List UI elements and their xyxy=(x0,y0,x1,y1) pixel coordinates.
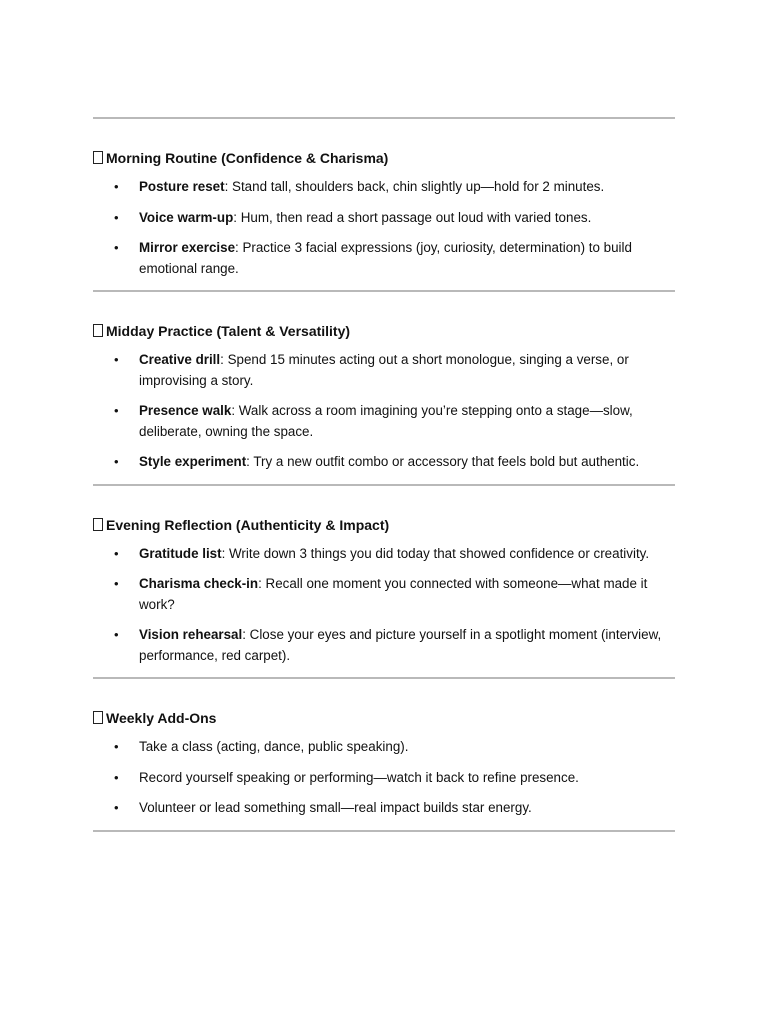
list-item xyxy=(93,452,675,473)
list-item xyxy=(93,350,675,391)
document-page xyxy=(93,117,675,832)
divider xyxy=(93,830,675,832)
item-text: : Try a new outfit combo or accessory that feels bold but authentic. xyxy=(246,454,640,469)
bullet-icon: • xyxy=(114,454,119,469)
item-text: Take a class (acting, dance, public speaking). xyxy=(139,739,409,754)
bullet-icon: • xyxy=(114,627,119,642)
item-term: Mirror exercise xyxy=(139,240,236,255)
bullet-list xyxy=(93,350,675,473)
list-item xyxy=(93,238,675,279)
list-item xyxy=(93,208,675,229)
bullet-list xyxy=(93,544,675,667)
bullet-icon: • xyxy=(114,800,119,815)
missing-glyph-icon xyxy=(93,711,103,724)
item-text: : Recall one moment you connected with someone—what made it work? xyxy=(139,576,648,612)
section-weekly-add-ons xyxy=(93,679,675,830)
list-item xyxy=(93,401,675,442)
item-term: Posture reset xyxy=(139,179,225,194)
list-item xyxy=(93,544,675,565)
item-text: : Write down 3 things you did today that showed confidence or creativity. xyxy=(221,545,650,561)
item-term: Presence walk xyxy=(139,403,232,418)
list-item xyxy=(93,625,675,666)
item-text: Volunteer or lead something small—real impact builds star energy. xyxy=(139,800,532,815)
bullet-icon: • xyxy=(114,352,119,367)
item-term: Vision rehearsal xyxy=(139,627,243,642)
item-term: Charisma check-in xyxy=(139,576,259,591)
list-item xyxy=(93,737,675,758)
section-title: Weekly Add-Ons xyxy=(106,710,217,726)
item-text: : Walk across a room imagining you’re stepping onto a stage—slow, deliberate, owning the space. xyxy=(139,403,633,439)
item-text: : Spend 15 minutes acting out a short monologue, singing a verse, or improvising a story. xyxy=(139,352,629,388)
bullet-icon: • xyxy=(114,403,119,418)
bullet-icon: • xyxy=(114,545,119,561)
item-text: : Hum, then read a short passage out loud with varied tones. xyxy=(233,209,592,225)
item-text: : Practice 3 facial expressions (joy, curiosity, determination) to build emotional range. xyxy=(139,240,632,276)
item-term: Style experiment xyxy=(139,454,247,469)
bullet-icon: • xyxy=(114,576,119,591)
section-heading xyxy=(93,516,675,534)
section-title: Evening Reflection (Authenticity & Impact) xyxy=(106,516,390,533)
list-item xyxy=(93,798,675,819)
missing-glyph-icon xyxy=(93,518,103,531)
section-midday-practice xyxy=(93,292,675,484)
bullet-list xyxy=(93,177,675,279)
section-title: Midday Practice (Talent & Versatility) xyxy=(106,323,351,339)
bullet-list xyxy=(93,737,675,819)
bullet-icon: • xyxy=(114,209,119,225)
bullet-icon: • xyxy=(114,179,119,194)
list-item xyxy=(93,574,675,615)
item-text: Record yourself speaking or performing—watch it back to refine presence. xyxy=(139,769,579,785)
bullet-icon: • xyxy=(114,739,119,754)
bullet-icon: • xyxy=(114,769,119,785)
missing-glyph-icon xyxy=(93,151,103,164)
section-morning-routine xyxy=(93,119,675,290)
section-heading xyxy=(93,149,675,167)
section-heading xyxy=(93,322,675,340)
item-text: : Stand tall, shoulders back, chin slightly up—hold for 2 minutes. xyxy=(224,179,605,194)
item-text: : Close your eyes and picture yourself in a spotlight moment (interview, performance, red carpet). xyxy=(139,627,662,663)
section-title: Morning Routine (Confidence & Charisma) xyxy=(106,150,389,166)
missing-glyph-icon xyxy=(93,324,103,337)
section-heading xyxy=(93,709,675,727)
list-item xyxy=(93,768,675,789)
bullet-icon: • xyxy=(114,240,119,255)
item-term: Gratitude list xyxy=(139,545,222,561)
item-term: Voice warm-up xyxy=(139,209,234,225)
list-item xyxy=(93,177,675,198)
section-evening-reflection xyxy=(93,486,675,678)
item-term: Creative drill xyxy=(139,352,221,367)
